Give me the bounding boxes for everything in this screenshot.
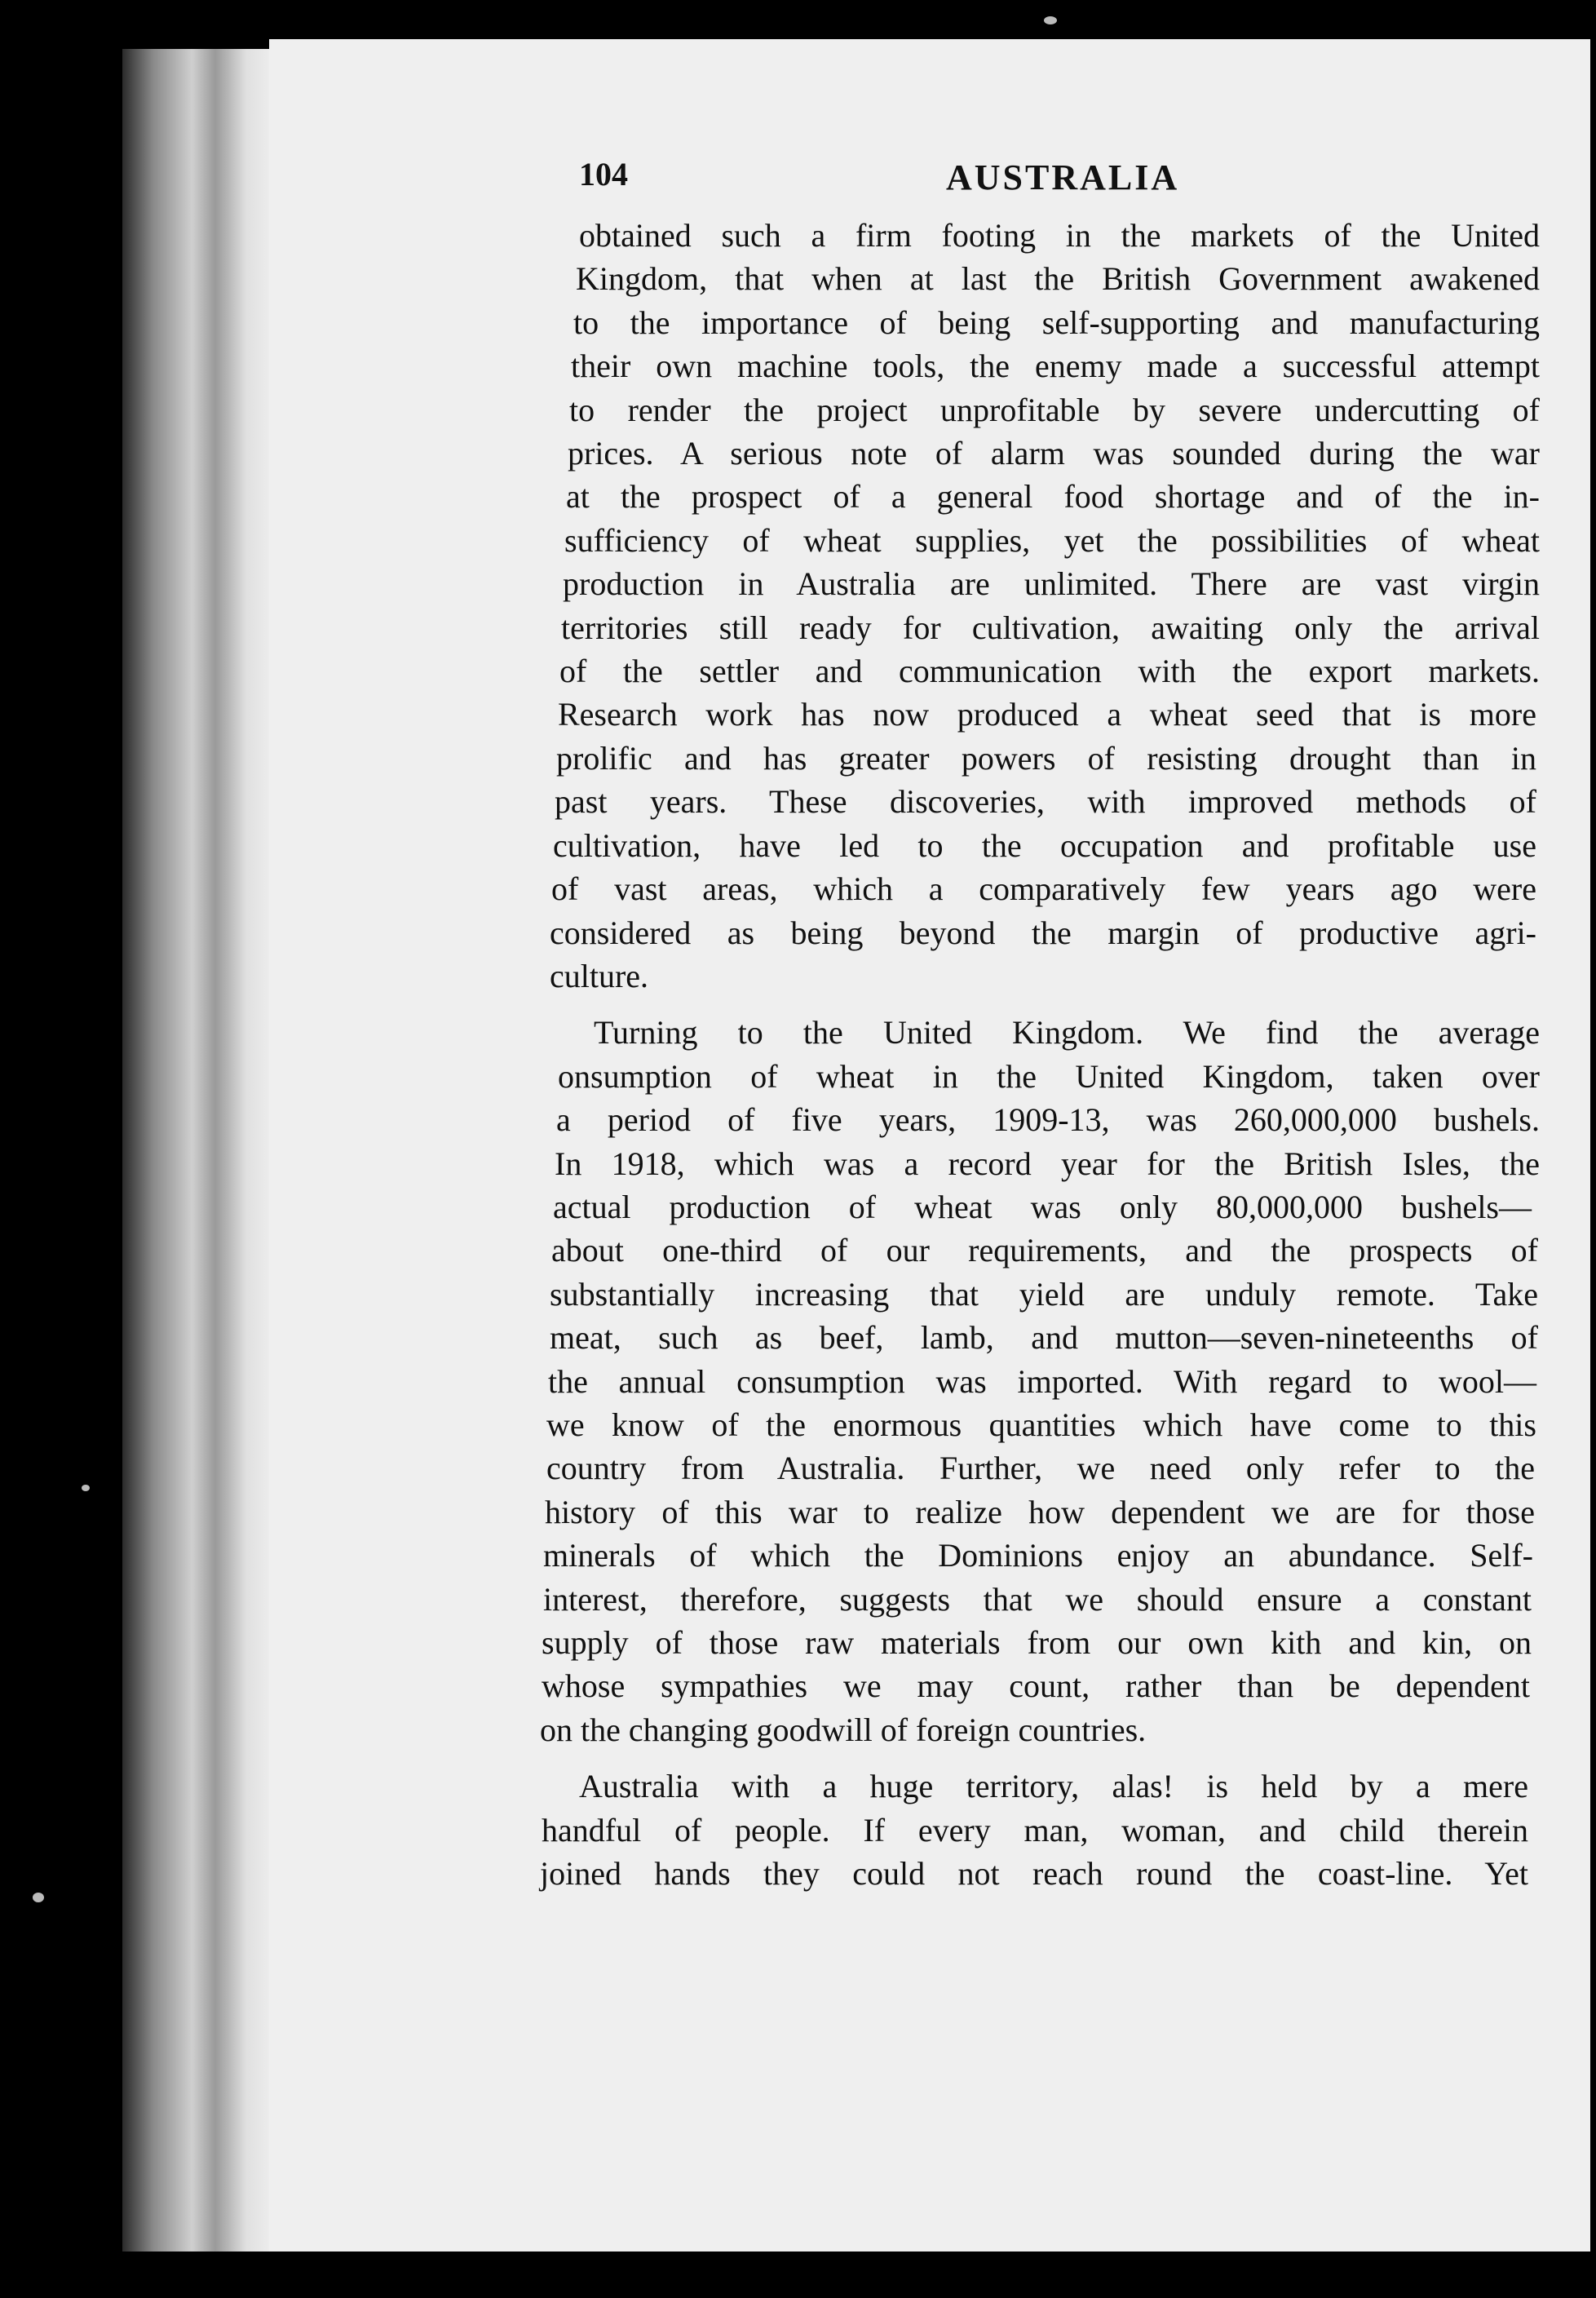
- text-line: sufficiency of wheat supplies, yet the possibilities of wheat: [564, 521, 1540, 559]
- book-page-edge: [122, 49, 277, 2252]
- text-line: prolific and has greater powers of resisting drought than in: [556, 739, 1536, 777]
- text-line: of vast areas, which a comparatively few years ago were: [551, 870, 1536, 908]
- text-line: the annual consumption was imported. With regard to wool—: [548, 1362, 1536, 1400]
- text-line: meat, such as beef, lamb, and mutton—seven-nineteenths of: [550, 1319, 1538, 1357]
- text-line: past years. These discoveries, with improved methods of: [555, 783, 1536, 821]
- text-line: country from Australia. Further, we need only refer to the: [546, 1450, 1535, 1487]
- text-line: we know of the enormous quantities which have come to this: [546, 1406, 1536, 1443]
- body-text: [540, 214, 1540, 1895]
- text-line: In 1918, which was a record year for the British Isles, the: [555, 1145, 1540, 1182]
- text-line: Research work has now produced a wheat seed that is more: [558, 696, 1536, 733]
- text-line: Kingdom, that when at last the British Government awakened: [576, 260, 1540, 298]
- text-line: Turning to the United Kingdom. We find the average: [594, 1014, 1540, 1052]
- text-line: a period of five years, 1909-13, was 260,000,000 bushels.: [556, 1101, 1540, 1139]
- text-line: substantially increasing that yield are unduly remote. Take: [550, 1275, 1538, 1313]
- text-line: actual production of wheat was only 80,000,000 bushels—: [553, 1188, 1532, 1225]
- text-line: production in Australia are unlimited. There are vast virgin: [563, 565, 1540, 603]
- text-line: minerals of which the Dominions enjoy an abundance. Self-: [543, 1537, 1533, 1574]
- text-line: territories still ready for cultivation, awaiting only the arrival: [561, 609, 1540, 646]
- text-line: to render the project unprofitable by severe undercutting of: [569, 391, 1540, 428]
- page-header: [310, 155, 1533, 204]
- text-line: interest, therefore, suggests that we should ensure a constant: [543, 1580, 1532, 1618]
- text-line: to the importance of being self-supporting and manufacturing: [573, 303, 1540, 341]
- page-number: 104: [579, 156, 628, 193]
- text-line: cultivation, have led to the occupation and profitable use: [553, 826, 1536, 864]
- text-line: supply of those raw materials from our own kith and kin, on: [542, 1624, 1532, 1661]
- text-line: of the settler and communication with the export markets.: [559, 653, 1540, 690]
- text-line: onsumption of wheat in the United Kingdom, taken over: [558, 1057, 1540, 1095]
- text-line: considered as being beyond the margin of productive agri-: [550, 914, 1536, 951]
- text-line: about one-third of our requirements, and the prospects of: [551, 1232, 1538, 1269]
- text-line: their own machine tools, the enemy made a successful attempt: [571, 348, 1540, 385]
- scan-speck: [1044, 16, 1057, 24]
- text-line: whose sympathies we may count, rather than be dependent: [542, 1667, 1530, 1705]
- text-line: handful of people. If every man, woman, and child therein: [542, 1811, 1528, 1849]
- scan-speck: [82, 1485, 90, 1491]
- text-line: joined hands they could not reach round the coast-line. Yet: [540, 1855, 1528, 1893]
- text-line: obtained such a firm footing in the markets of the United: [579, 217, 1540, 254]
- text-line: culture.: [550, 957, 649, 994]
- scan-speck: [33, 1893, 44, 1902]
- text-line: prices. A serious note of alarm was sounded during the war: [568, 435, 1540, 472]
- text-line: history of this war to realize how dependent we are for those: [545, 1493, 1535, 1530]
- running-head: AUSTRALIA: [946, 157, 1180, 197]
- text-line: at the prospect of a general food shortage and of the in-: [566, 478, 1540, 516]
- text-line: Australia with a huge territory, alas! is held by a mere: [579, 1768, 1528, 1805]
- text-line: on the changing goodwill of foreign countries.: [540, 1711, 1147, 1748]
